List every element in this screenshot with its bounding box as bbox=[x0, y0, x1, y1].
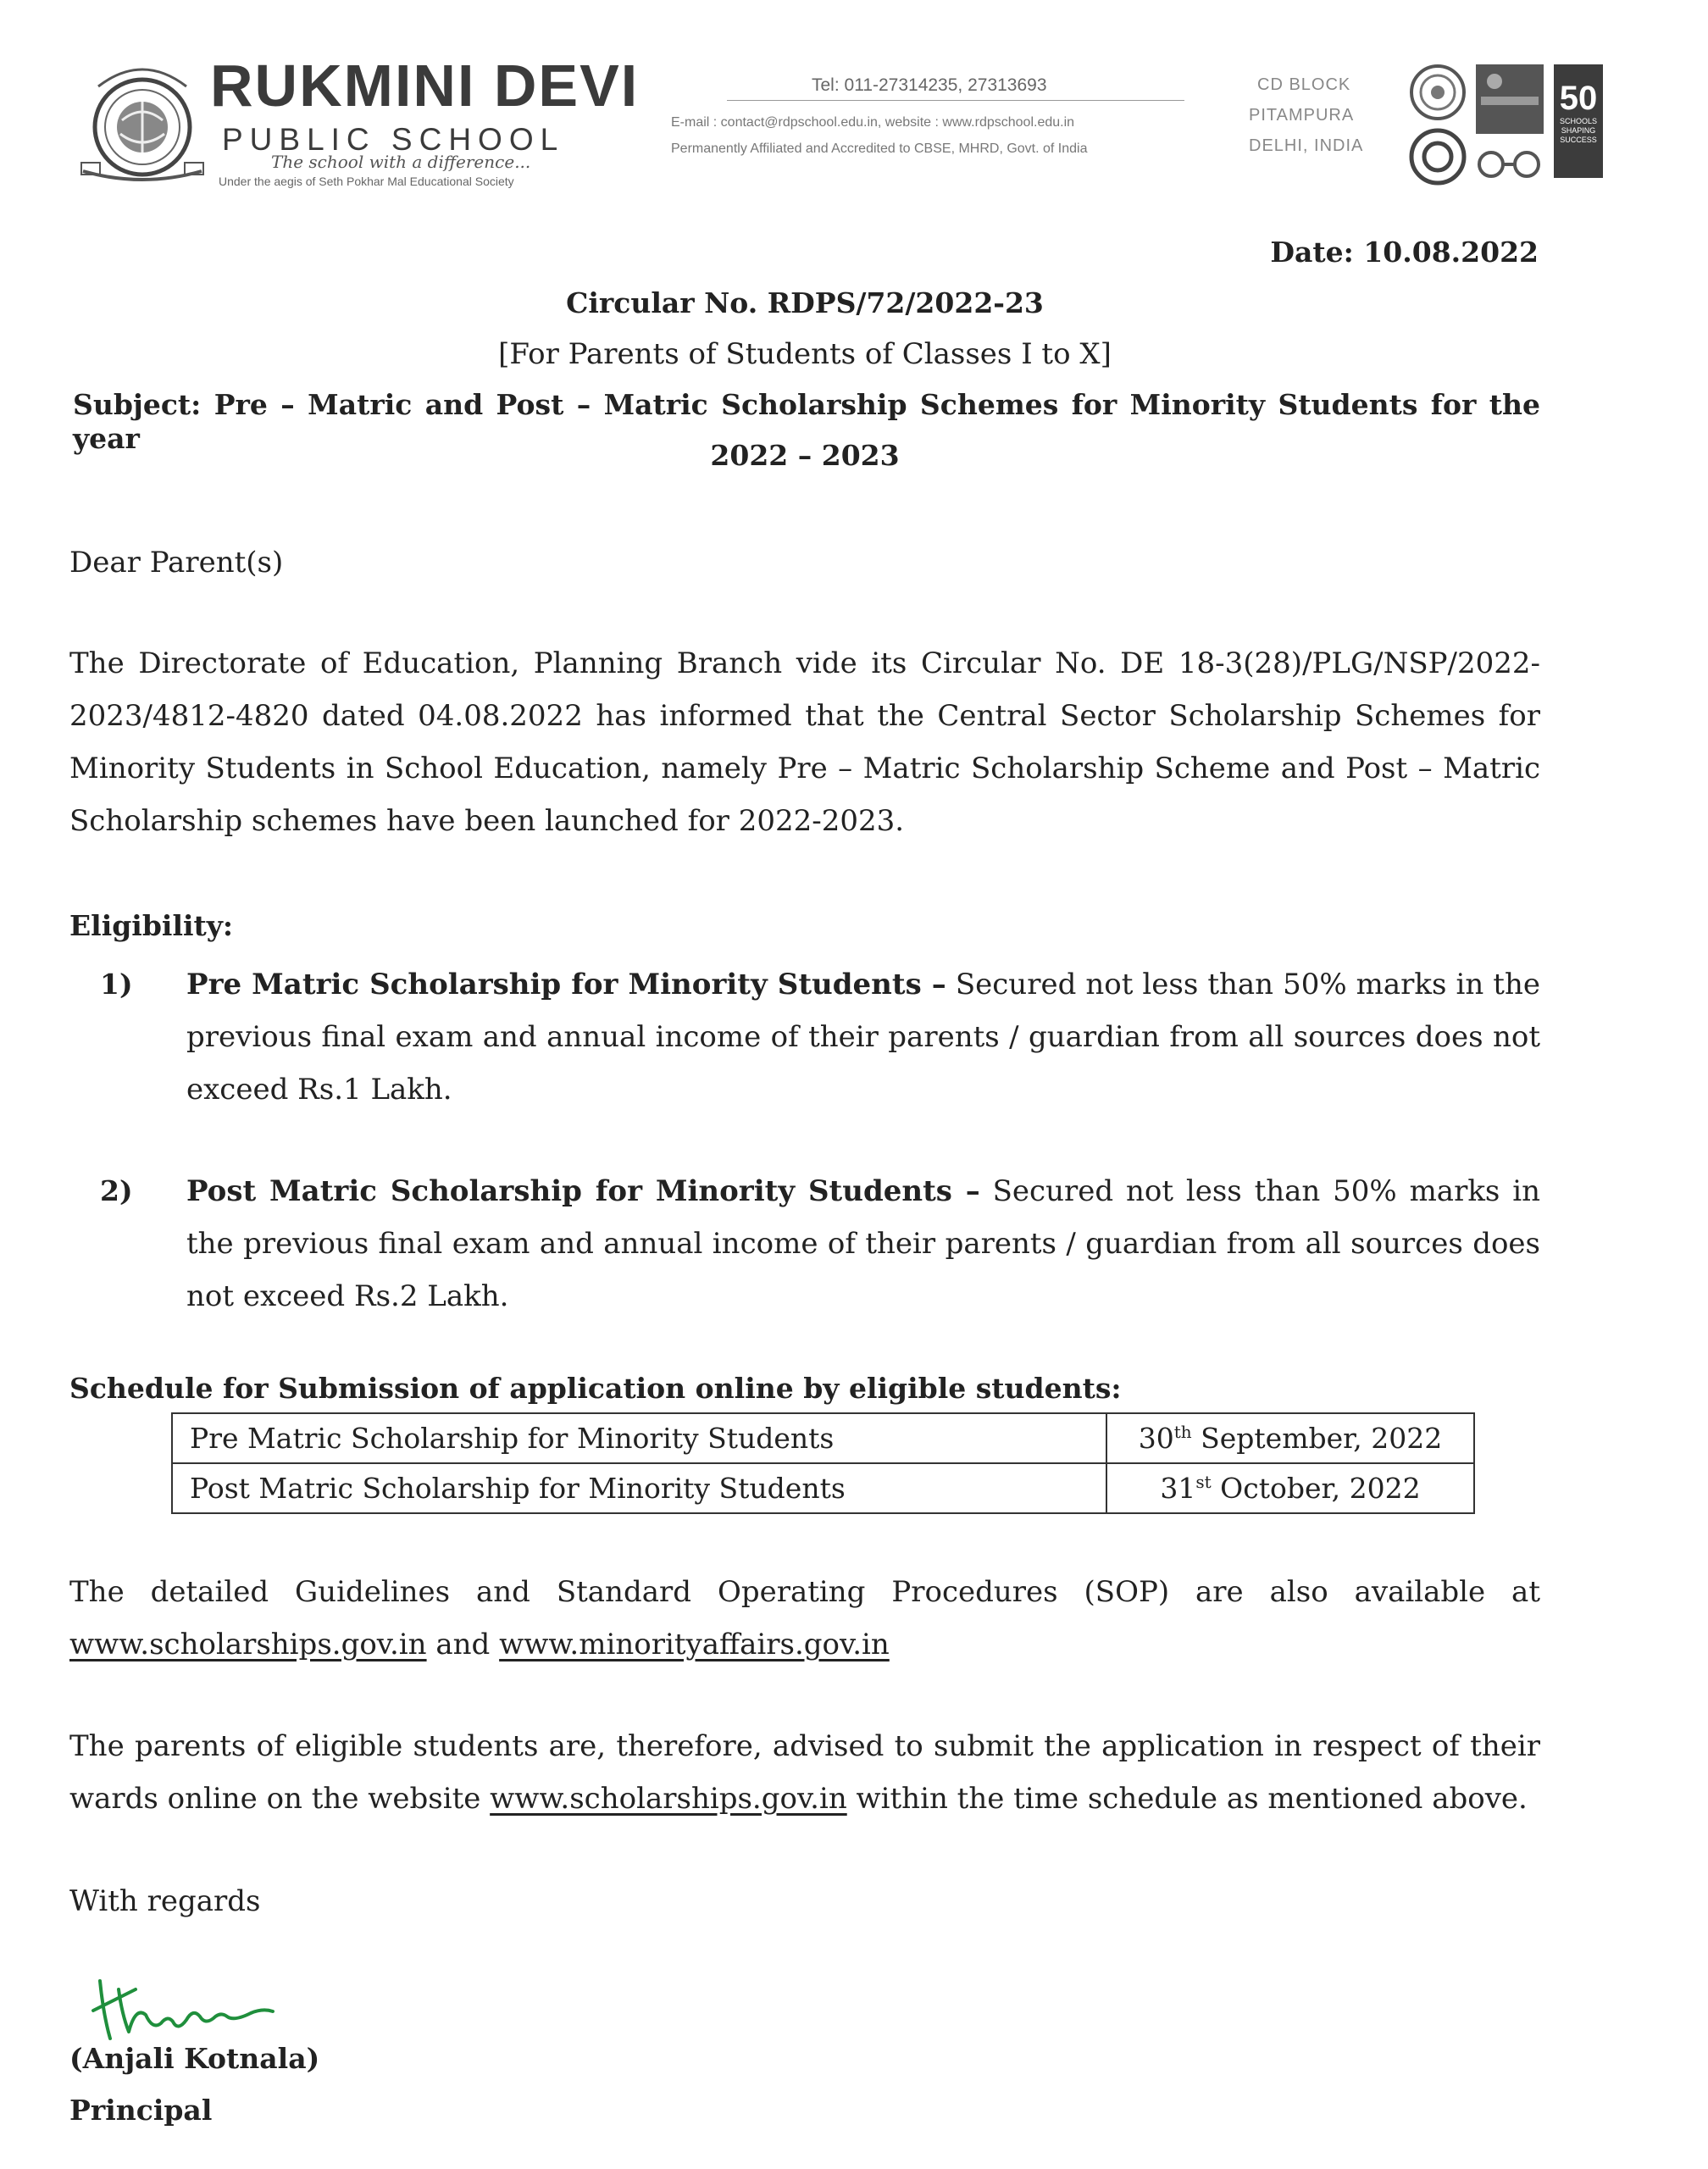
guidelines-links bbox=[69, 1618, 1540, 1671]
deadline-suffix: th bbox=[1173, 1422, 1192, 1442]
guidelines-line: The detailed Guidelines and Standard Operating Procedures (SOP) are also available at bbox=[69, 1575, 1540, 1609]
deadline-cell bbox=[1106, 1413, 1474, 1463]
header-divider bbox=[727, 100, 1184, 101]
school-aegis: Under the aegis of Seth Pokhar Mal Educational Society bbox=[219, 175, 514, 188]
school-tagline: The school with a difference... bbox=[271, 152, 531, 172]
deadline-rest: September, 2022 bbox=[1191, 1422, 1443, 1455]
eligibility-number: 2) bbox=[100, 1174, 133, 1207]
scheme-cell: Pre Matric Scholarship for Minority Students bbox=[172, 1413, 1106, 1463]
intro-paragraph: The Directorate of Education, Planning Branch vide its Circular No. DE 18-3(28)/PLG/NSP/2022-2023/4812-4820 dated 04.08.2022 has informed that the Central Sector Scholarship Schemes for Minority Students in School Education, namely Pre – Matric Scholarship Scheme and Post – Matric Scholarship schemes have been launched for 2022-2023. bbox=[69, 646, 1540, 838]
scheme-cell: Post Matric Scholarship for Minority Students bbox=[172, 1463, 1106, 1513]
deadline-day: 31 bbox=[1160, 1472, 1196, 1505]
table-row bbox=[172, 1413, 1474, 1463]
schedule-heading: Schedule for Submission of application online by eligible students: bbox=[69, 1372, 1122, 1405]
closing: With regards bbox=[69, 1884, 261, 1918]
certification-seal-icon bbox=[1408, 127, 1467, 186]
badge-text: SUCCESS bbox=[1560, 136, 1597, 144]
deadline-suffix: st bbox=[1195, 1472, 1212, 1492]
advice-line: The parents of eligible students are, therefore, advised to submit the application in respect of their bbox=[69, 1729, 1540, 1763]
schedule-table bbox=[171, 1412, 1475, 1514]
scholarships-link[interactable]: www.scholarships.gov.in bbox=[69, 1628, 427, 1661]
eligibility-item bbox=[186, 1165, 1540, 1323]
deadline-day: 30 bbox=[1138, 1422, 1174, 1455]
guidelines-and: and bbox=[426, 1628, 500, 1661]
table-row bbox=[172, 1463, 1474, 1513]
eligibility-title: Post Matric Scholarship for Minority Students – bbox=[186, 1174, 980, 1208]
eligibility-text: Secured not less than 50% marks in the previous final exam and annual income of their parents / guardian from all sources does not exceed Rs.1 Lakh. bbox=[186, 968, 1540, 1107]
badge-number: 50 bbox=[1559, 80, 1598, 117]
eyeglasses-icon bbox=[1471, 147, 1549, 181]
fortune-badge bbox=[1554, 64, 1603, 178]
subject-line: Subject: Pre – Matric and Post – Matric Scholarship Schemes for Minority Students for the year bbox=[73, 388, 1540, 455]
accreditation-seal-icon bbox=[1408, 63, 1467, 122]
eligibility-heading: Eligibility: bbox=[69, 909, 234, 942]
eligibility-item bbox=[186, 958, 1540, 1116]
award-logo-icon bbox=[1474, 63, 1545, 136]
advice-post: within the time schedule as mentioned above. bbox=[846, 1782, 1528, 1816]
advice-pre: wards online on the website bbox=[69, 1782, 491, 1816]
advice-line bbox=[69, 1772, 1540, 1825]
eligibility-title: Pre Matric Scholarship for Minority Students – bbox=[186, 968, 946, 1001]
eligibility-number: 1) bbox=[100, 968, 133, 1001]
address-line: CD BLOCK bbox=[1257, 75, 1351, 94]
deadline-cell bbox=[1106, 1463, 1474, 1513]
school-subtitle: PUBLIC SCHOOL bbox=[222, 122, 565, 157]
deadline-rest: October, 2022 bbox=[1211, 1472, 1421, 1505]
salutation: Dear Parent(s) bbox=[69, 546, 284, 580]
telephone: Tel: 011-27314235, 27313693 bbox=[812, 75, 1047, 95]
email-website: E-mail : contact@rdpschool.edu.in, website : www.rdpschool.edu.in bbox=[671, 115, 1075, 130]
signatory-designation: Principal bbox=[69, 2094, 213, 2127]
circular-date: Date: 10.08.2022 bbox=[1270, 236, 1539, 269]
eligibility-text: Secured not less than 50% marks in the previous final exam and annual income of their parents / guardian from all sources does not exceed Rs.2 Lakh. bbox=[186, 1174, 1541, 1313]
subject-year: 2022 – 2023 bbox=[710, 439, 900, 472]
school-emblem bbox=[75, 53, 210, 188]
minority-affairs-link[interactable]: www.minorityaffairs.gov.in bbox=[499, 1628, 890, 1661]
signatory-name: (Anjali Kotnala) bbox=[69, 2042, 320, 2075]
badge-text: SCHOOLS bbox=[1559, 117, 1597, 125]
circular-number: Circular No. RDPS/72/2022-23 bbox=[566, 286, 1044, 319]
circular-audience: [For Parents of Students of Classes I to X] bbox=[498, 337, 1112, 371]
address-line: PITAMPURA bbox=[1249, 106, 1355, 125]
school-name: RUKMINI DEVI bbox=[210, 53, 640, 119]
badge-text: SHAPING bbox=[1561, 126, 1596, 135]
address-line: DELHI, INDIA bbox=[1249, 136, 1364, 155]
affiliation: Permanently Affiliated and Accredited to CBSE, MHRD, Govt. of India bbox=[671, 141, 1088, 156]
scholarships-website-link[interactable]: www.scholarships.gov.in bbox=[490, 1782, 847, 1816]
